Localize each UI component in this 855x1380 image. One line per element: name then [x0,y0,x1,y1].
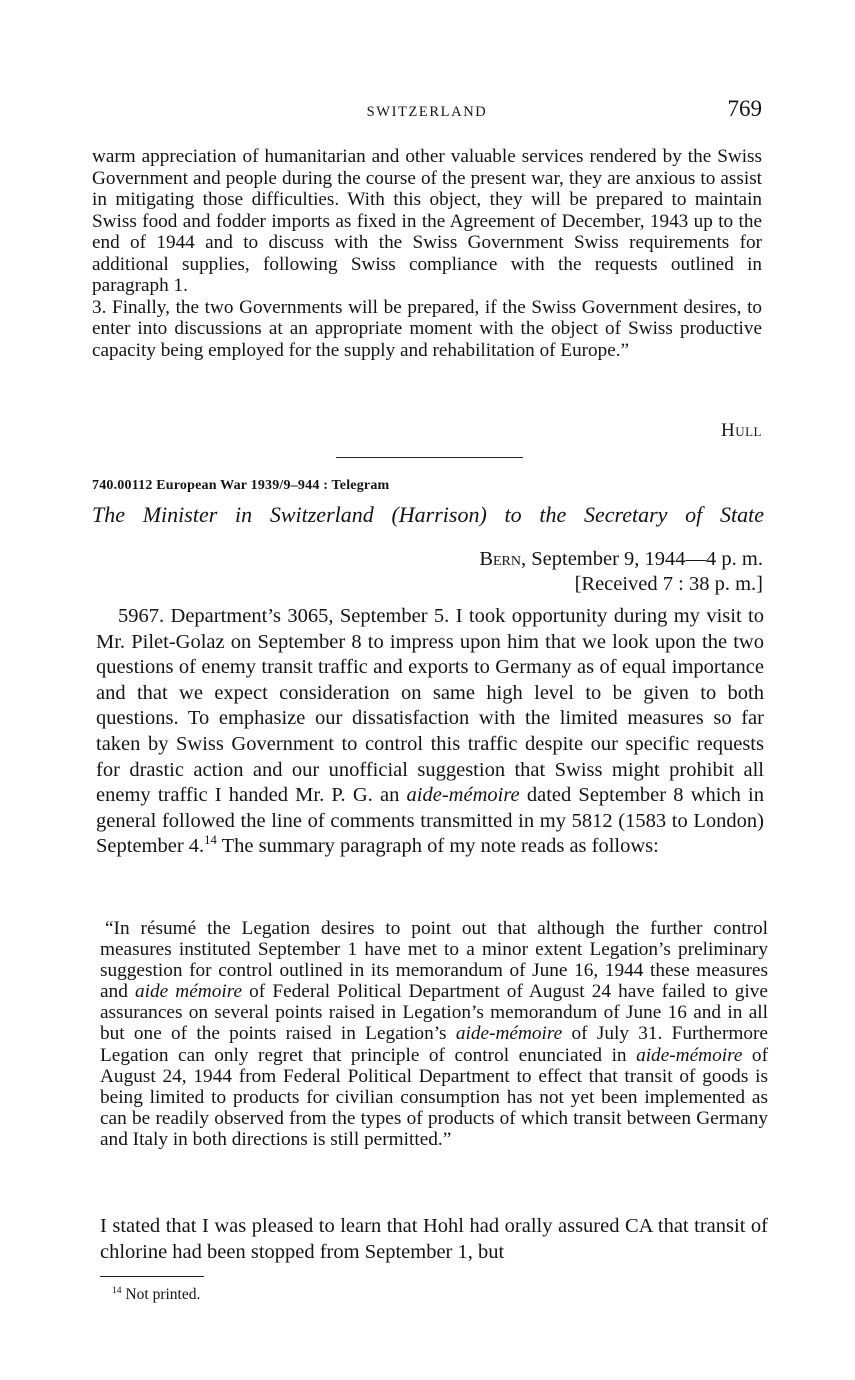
received-line: [Received 7 : 38 p. m.] [574,573,763,595]
footnote-divider [100,1276,204,1277]
quote-part-1: “In résumé the Legation desires to point out that although the further control measures instituted September 1 have met to a minor extent Legation’s preliminary suggestion for control outlined in its memorandum of June 16, 1944 these measures and [100,918,768,1003]
dateline-date: , September 9, 1944—4 p. m. [521,548,763,570]
body-text-part-c: The summary paragraph of my note reads as follows: [216,835,659,858]
continued-text-block [92,146,762,361]
file-reference: 740.00112 European War 1939/9–944 : Telegram [92,478,390,493]
running-head: SWITZERLAND [366,104,488,120]
footnote-marker: 14 [112,1284,122,1296]
closing-paragraph: I stated that I was pleased to learn that Hohl had orally assured CA that transit of chlorine had been stopped from September 1, but [100,1215,768,1263]
footnote-reference-14: 14 [204,833,217,848]
page-number: 769 [727,96,762,121]
dateline-place: Bern [479,548,521,570]
quote-part-2: of Federal Political Department of August 24 have failed to give assurances on several points raised in Legation’s memorandum of June 16 and in all but one of the points raised in Legation’s [100,981,768,1045]
quote-part-3: of July 31. Furthermore Legation can only regret that principle of control enunciated in [100,1023,768,1066]
body-text-part-a: 5967. Department’s 3065, September 5. I took opportunity during my visit to Mr. Pilet-Golaz on September 8 to impress upon him that we look upon the two questions of enemy transit traffic and exports to Germany as of equal importance and that we expect consideration on same high level to be given to both questions. To emphasize our dissatisfaction with the limited measures so far taken by Swiss Government to control this traffic despite our specific requests for drastic action and our unofficial suggestion that Swiss might prohibit all enemy traffic I handed Mr. P. G. an [96,605,764,807]
footnote-14 [112,1286,200,1304]
signature-hull: Hull [721,420,762,441]
section-divider [336,457,523,458]
quote-italic-3: aide-mémoire [636,1044,743,1066]
body-paragraph-1 [96,604,764,860]
quote-italic-2: aide-mémoire [455,1023,563,1045]
document-title: The Minister in Switzerland (Harrison) to the Secretary of State [92,502,764,527]
quote-part-4: of August 24, 1944 from Federal Political Department to effect that transit of goods is being limited to products for civilian consumption has not yet been implemented as can be readily observed from the types of products of which transit between Germany and Italy in both directions is still permitted.” [100,1044,768,1150]
footnote-text: Not printed. [125,1286,201,1303]
paragraph-3: 3. Finally, the two Governments will be prepared, if the Swiss Government desires, to enter into discussions at an appropriate moment with the object of Swiss productive capacity being employed for the supply and rehabilitation of Europe.” [92,296,762,361]
quoted-note [100,918,768,1150]
quote-italic-1: aide mémoire [134,981,243,1003]
telegram-body [96,604,764,860]
paragraph-2-continuation: warm appreciation of humanitarian and other valuable services rendered by the Swiss Government and people during the course of the present war, they are anxious to assist in mitigating those difficulties. With this object, they will be prepared to maintain Swiss food and fodder imports as fixed in the Agreement of December, 1943 up to the end of 1944 and to discuss with the Swiss Government Swiss requirements for additional supplies, following Swiss compliance with the requests outlined in paragraph 1. [92,146,762,296]
page-header [92,96,762,130]
body-italic-aide-memoire: aide-mémoire [406,784,520,807]
body-text-part-b: dated September 8 which in general followed the line of comments transmitted in my 5812 (1583 to London) September 4. [96,784,764,858]
dateline [479,548,763,571]
